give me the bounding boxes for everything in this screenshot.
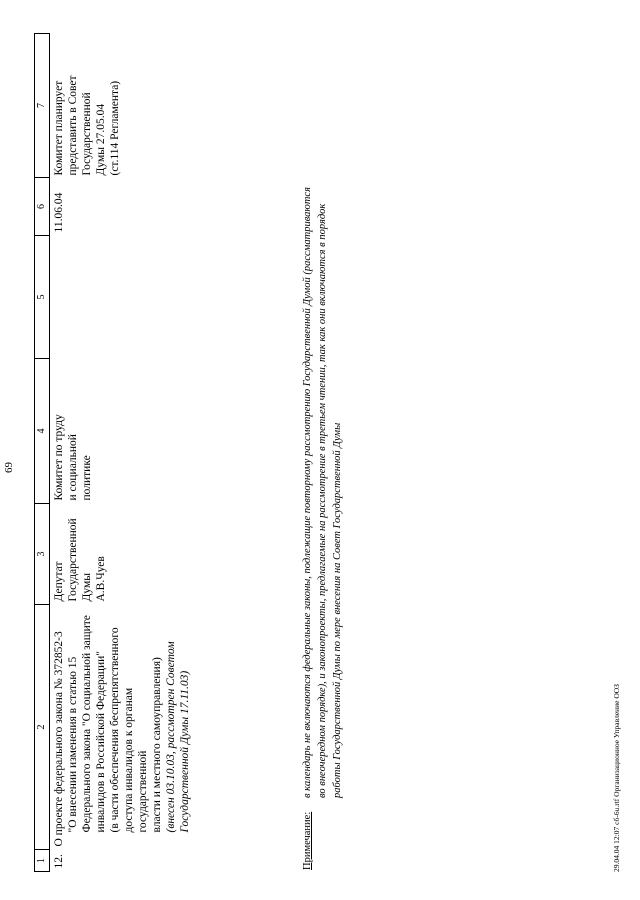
bill-title-line: власти и местного самоуправления) — [151, 657, 163, 833]
footer: 29.04.04 12:07 сб-6u.rtf Организационное Управление ООЗ — [612, 684, 621, 872]
header-col-2: 2 — [35, 605, 50, 850]
note-line: во внеочередном порядке), и законопроекты, предлагаемые на рассмотрение в третьем чтении, так как они включаются в порядок — [317, 203, 328, 798]
header-col-4: 4 — [35, 359, 50, 504]
author-line: А.В.Чуев — [95, 556, 107, 602]
bill-title-line: (в части обеспечения беспрепятственного — [109, 627, 121, 833]
bill-note-line: (внесен 03.10.03, рассмотрен Советом — [165, 641, 177, 833]
header-col-1: 1 — [35, 850, 50, 872]
author-cell — [50, 504, 195, 605]
bill-title-line: Федерального закона "О социальной защите — [81, 615, 93, 833]
bill-note-line: Государственной Думы 17.11.03) — [179, 670, 191, 833]
note-line: в календарь не включаются федеральные законы, подлежащие повторному рассмотрению Государственной Думой (рассматриваются — [302, 187, 313, 798]
comment-line: Комитет планирует — [53, 80, 65, 176]
bill-title-line: доступа инвалидов к органам государственной — [123, 687, 149, 833]
committee-line: и социальной — [67, 434, 79, 501]
row-number: 12. — [53, 854, 65, 869]
table-header-row — [35, 34, 50, 872]
note-text — [300, 38, 345, 798]
bill-title-cell — [50, 605, 195, 850]
comment-line: Государственной — [81, 92, 93, 176]
col5-cell — [50, 236, 195, 359]
committee-line: политике — [81, 455, 93, 501]
header-col-5: 5 — [35, 236, 50, 359]
bill-title-line: "О внесении изменения в статью 15 — [67, 656, 79, 833]
table-row — [50, 34, 195, 872]
comment-line: представить в Совет — [67, 75, 79, 176]
note-label: Примечание: — [302, 811, 313, 870]
bill-title-line: инвалидов в Российской Федерации" — [95, 651, 107, 833]
note-line: работы Государственной Думы по мере внесения на Совет Государственной Думы — [332, 422, 343, 798]
header-col-3: 3 — [35, 504, 50, 605]
comment-line: Думы 27.05.04 — [95, 103, 107, 176]
page-number: 69 — [3, 462, 15, 473]
comment-cell — [50, 34, 195, 178]
comment-line: (ст.114 Регламента) — [109, 80, 121, 176]
committee-line: Комитет по труду — [53, 414, 65, 501]
bill-title-line: О проекте федерального закона № 372852-3 — [53, 631, 65, 847]
committee-cell — [50, 359, 195, 504]
author-line: Депутат — [53, 561, 65, 602]
date-cell: 11.06.04 — [53, 192, 65, 233]
header-col-6: 6 — [35, 178, 50, 236]
header-col-7: 7 — [35, 34, 50, 178]
author-line: Думы — [81, 573, 93, 602]
calendar-table — [34, 33, 194, 872]
author-line: Государственной — [67, 518, 79, 602]
